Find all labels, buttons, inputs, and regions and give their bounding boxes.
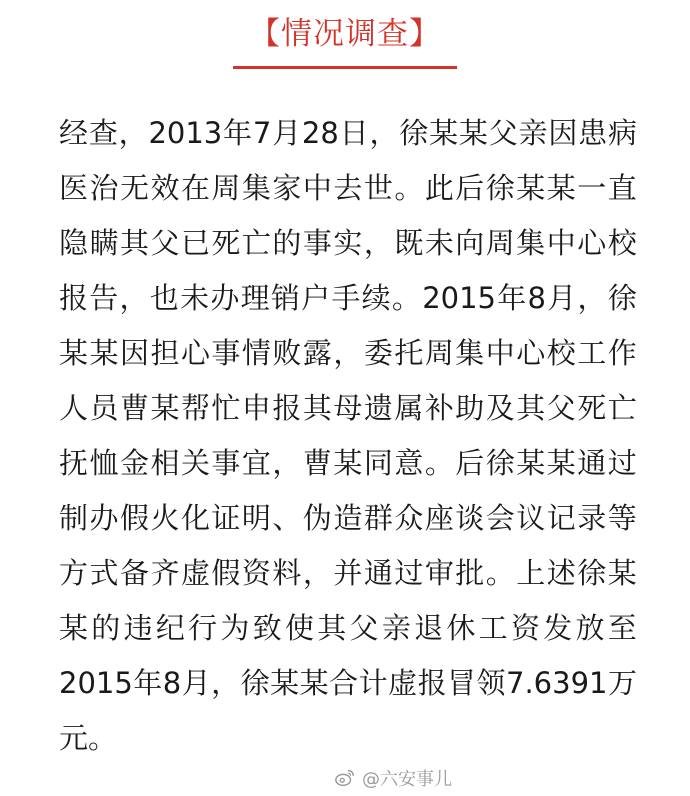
weibo-icon [334, 767, 356, 789]
article-line: 医 治 无 效 在 周 集 家 中 去 世 。 此 后 徐 某 某 一 直 [59, 171, 637, 205]
watermark-text: @六安事儿 [362, 769, 452, 790]
watermark [334, 764, 452, 792]
article-line: 元。 [59, 721, 118, 755]
article-line: 某 的 违 纪 行 为 致 使 其 父 亲 退 休 工 资 发 放 至 [59, 611, 637, 645]
article-line: 经 查 ， 2013 年 7 月 28 日 ， 徐 某 某 父 亲 因 患 病 [59, 116, 637, 150]
article-line: 报 告 ， 也 未 办 理 销 户 手 续 。 2015 年 8 月 ， 徐 [59, 281, 637, 315]
article-body [59, 106, 637, 766]
article-line: 某 某 因 担 心 事 情 败 露 ， 委 托 周 集 中 心 校 工 作 [59, 336, 637, 370]
title-underline [233, 66, 457, 69]
article-line: 隐 瞒 其 父 已 死 亡 的 事 实 ， 既 未 向 周 集 中 心 校 [59, 226, 637, 260]
article-line: 人 员 曹 某 帮 忙 申 报 其 母 遗 属 补 助 及 其 父 死 亡 [59, 391, 637, 425]
article-line: 方 式 备 齐 虚 假 资 料 ， 并 通 过 审 批 。 上 述 徐 某 [59, 556, 637, 590]
article-line: 抚 恤 金 相 关 事 宜 ， 曹 某 同 意 。 后 徐 某 某 通 过 [59, 446, 637, 480]
section-title: 【情况调查】 [249, 16, 441, 52]
article-line: 2015 年 8 月 ， 徐 某 某 合 计 虚 报 冒 领 7.6391 万 [59, 666, 637, 700]
article-line: 制 办 假 火 化 证 明 、 伪 造 群 众 座 谈 会 议 记 录 等 [59, 501, 637, 535]
